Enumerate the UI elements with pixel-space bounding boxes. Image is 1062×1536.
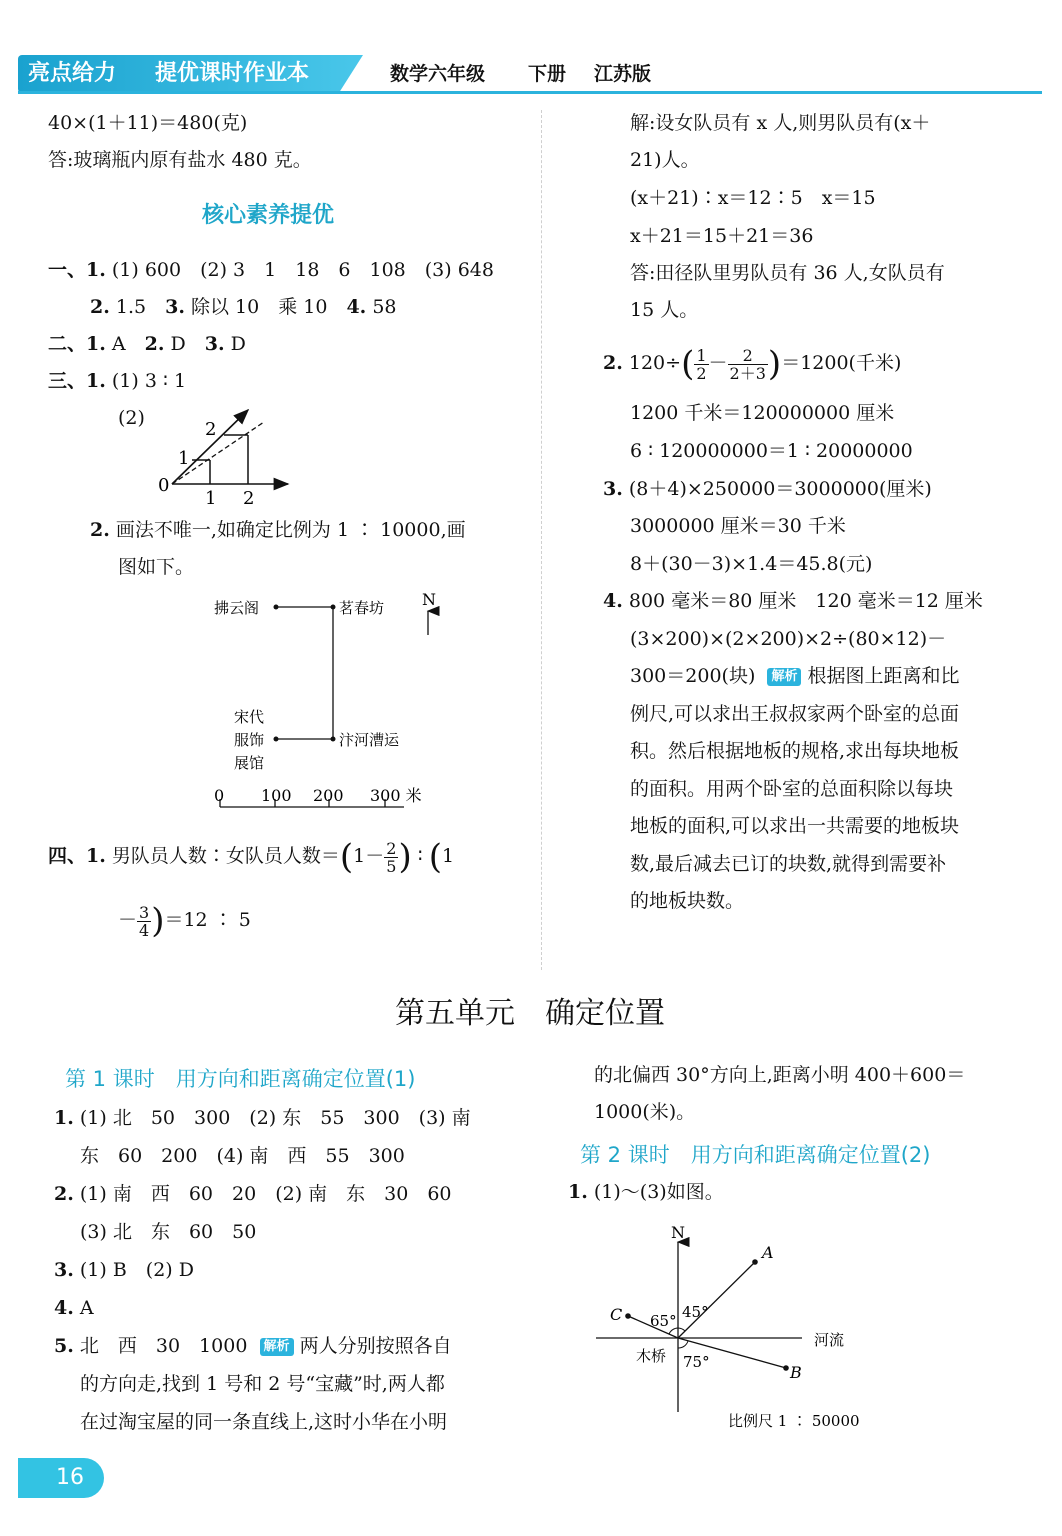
lesson1-q3-text: (1) B (2) D <box>73 1259 194 1281</box>
scale-label-0: 0 <box>214 786 225 805</box>
fraction-3-4 <box>137 904 151 939</box>
right-line-2: 21)人。 <box>630 149 700 171</box>
left-answer: 答:玻璃瓶内原有盐水 480 克。 <box>48 149 312 171</box>
q1b-2-text: 1.5 <box>109 296 166 318</box>
angle-45: 45° <box>682 1303 709 1321</box>
q4-minus: － <box>118 909 138 931</box>
right-q3-l2: 3000000 厘米＝30 千米 <box>630 515 846 537</box>
scale-label: 比例尺 1 ∶ 50000 <box>728 1412 860 1430</box>
right-q4-l7: 地板的面积,可以求出一共需要的地板块 <box>630 815 960 837</box>
right-q2-pre: 120÷ <box>622 352 682 374</box>
frac-den: 4 <box>139 920 150 940</box>
right-q3-l3: 8＋(30－3)×1.4＝45.8(元) <box>630 553 873 575</box>
q1b-4-num: 4. <box>346 296 367 318</box>
lesson1-q4-text: A <box>73 1297 94 1319</box>
q3-row <box>48 371 186 391</box>
lesson1-q4 <box>54 1298 94 1318</box>
frac-den: 5 <box>386 856 397 876</box>
q4-one: 1－ <box>353 845 385 867</box>
q1b-4-text: 58 <box>366 296 397 318</box>
q2-row <box>48 334 246 354</box>
y-label-2: 2 <box>205 419 217 440</box>
q1b-row <box>90 297 397 317</box>
q3-item2-num: 2. <box>90 519 110 541</box>
lesson1-q1 <box>54 1108 471 1128</box>
label-mingchunfang: 茗春坊 <box>339 599 385 617</box>
label-a: A <box>762 1243 774 1262</box>
right-q3-num: 3. <box>603 478 623 500</box>
point-c <box>625 1313 631 1319</box>
right-q4-num: 4. <box>603 590 623 612</box>
fraction-2-5 <box>384 840 398 875</box>
lesson1-q3-num: 3. <box>54 1259 74 1281</box>
lesson1-right-l1: 的北偏西 30°方向上,距离小明 400＋600＝ <box>594 1064 966 1086</box>
lesson1-q2-l2: (3) 北 东 60 50 <box>80 1221 257 1243</box>
lesson1-q2-text: (1) 南 西 60 20 (2) 南 东 30 60 <box>73 1183 452 1205</box>
page-number: 16 <box>56 1465 84 1490</box>
q1b-2-num: 2. <box>90 296 110 318</box>
column-divider <box>541 110 542 970</box>
paren-open: ( <box>339 837 354 877</box>
q3-item2 <box>90 520 466 540</box>
q4-colon: ∶ <box>411 845 429 867</box>
lesson1-right-l2: 1000(米)。 <box>594 1101 696 1123</box>
lesson1-q5-text: 北 西 30 1000 <box>73 1335 248 1357</box>
q1b-3-text: 除以 10 乘 10 <box>184 296 347 318</box>
right-q2-l2: 1200 千米＝120000000 厘米 <box>630 402 895 424</box>
lesson1-q3 <box>54 1260 194 1280</box>
q2-2-num: 2. <box>144 333 165 355</box>
label-museum-2: 服饰 <box>234 731 265 749</box>
scale-label-100: 100 <box>261 786 292 805</box>
angle-75: 75° <box>683 1353 710 1371</box>
scale-label-300: 300 米 <box>370 786 422 805</box>
q3-item2-cont: 图如下。 <box>118 556 195 578</box>
frac-den: 2 <box>696 363 707 383</box>
y-label-1: 1 <box>178 448 190 469</box>
angle-arc-a <box>678 1328 685 1331</box>
q1b-3-num: 3. <box>165 296 185 318</box>
label-c: C <box>610 1305 623 1324</box>
frac-num: 3 <box>139 902 150 922</box>
right-line-6: 15 人。 <box>630 299 699 321</box>
frac-num: 2 <box>728 347 768 365</box>
right-line-1: 解:设女队员有 x 人,则男队员有(x＋ <box>630 112 931 134</box>
lesson2-title: 第 2 课时 用方向和距离确定位置(2) <box>580 1143 931 1167</box>
q1-text: (1) 600 (2) 3 1 18 6 108 (3) 648 <box>111 259 494 281</box>
q3-item2-text: 画法不唯一,如确定比例为 1 ∶ 10000,画 <box>109 519 466 541</box>
right-q2-row <box>603 343 901 383</box>
angle-arc-b <box>678 1341 688 1348</box>
left-line-1: 40×(1＋11)＝480(克) <box>48 112 248 134</box>
lesson1-q2 <box>54 1184 452 1204</box>
right-q4-row <box>603 591 983 611</box>
x-tick-1: 1 <box>205 488 217 509</box>
header-series: 亮点给力 <box>28 61 117 86</box>
point-museum <box>274 737 279 742</box>
right-q2-minus: － <box>708 352 728 374</box>
scale-label-200: 200 <box>313 786 344 805</box>
paren-close: ) <box>767 344 782 384</box>
right-q4-text: 800 毫米＝80 厘米 120 毫米＝12 厘米 <box>622 590 983 612</box>
right-q4-l9: 的地板块数。 <box>630 890 745 912</box>
lesson2-q1-num: 1. <box>568 1181 588 1203</box>
angle-65: 65° <box>650 1312 677 1330</box>
header-underline <box>18 91 1042 94</box>
header-book: 提优课时作业本 <box>155 61 310 86</box>
lesson1-q1-l2: 东 60 200 (4) 南 西 55 300 <box>80 1145 405 1167</box>
fraction-2-5sum <box>728 347 768 382</box>
label-bridge: 木桥 <box>636 1347 667 1365</box>
q4-text: 男队员人数∶女队员人数＝ <box>105 845 340 867</box>
q4-one-2: 1 <box>442 845 455 867</box>
right-q4-l2: (3×200)×(2×200)×2÷(80×12)－ <box>630 628 947 650</box>
q1-row <box>48 260 494 280</box>
label-fuyunge: 拂云阁 <box>214 599 260 617</box>
q3-num: 三、1. <box>48 370 106 392</box>
point-bianhe <box>331 737 336 742</box>
q2-3-num: 3. <box>204 333 225 355</box>
point-mingchunfang <box>331 605 336 610</box>
fraction-1-2 <box>694 347 708 382</box>
right-q4-l8: 数,最后减去已订的块数,就得到需要补 <box>630 853 947 875</box>
lesson1-q5-l3: 在过淘宝屋的同一条直线上,这时小华在小明 <box>80 1411 448 1433</box>
q3-text: (1) 3 ∶ 1 <box>105 370 187 392</box>
right-line-5: 答:田径队里男队员有 36 人,女队员有 <box>630 262 945 284</box>
north-label: N <box>422 590 436 609</box>
q2-num: 二、1. <box>48 333 106 355</box>
right-q4-l4: 例尺,可以求出王叔叔家两个卧室的总面 <box>630 703 960 725</box>
direction-map <box>590 1220 870 1435</box>
frac-num: 1 <box>696 345 707 365</box>
label-b: B <box>790 1363 802 1382</box>
point-a <box>752 1259 758 1265</box>
right-line-3: (x＋21)∶x＝12∶5 x＝15 <box>630 187 876 209</box>
right-q4-l3b: 根据图上距离和比 <box>807 665 960 687</box>
right-q4-l3-row <box>630 666 960 686</box>
unit-title: 第五单元 确定位置 <box>395 996 665 1031</box>
section-title: 核心素养提优 <box>202 203 335 228</box>
q4-tail: ＝12 ∶ 5 <box>164 909 251 931</box>
q3-2-label: (2) <box>118 407 145 429</box>
right-q2-num: 2. <box>603 352 623 374</box>
right-line-4: x＋21＝15＋21＝36 <box>630 225 814 247</box>
lesson1-title: 第 1 课时 用方向和距离确定位置(1) <box>65 1067 416 1091</box>
right-q4-l5: 积。然后根据地板的规格,求出每块地板 <box>630 740 960 762</box>
label-bianhe: 汴河漕运 <box>339 731 400 749</box>
paren-open-2: ( <box>428 837 442 877</box>
analysis-tag: 解析 <box>260 1338 294 1356</box>
lesson1-q5-text2: 两人分别按照各自 <box>299 1335 452 1357</box>
right-q2-l3: 6 ∶ 120000000＝1 ∶ 20000000 <box>630 440 913 462</box>
lesson1-q5-l2: 的方向走,找到 1 号和 2 号“宝藏”时,两人都 <box>80 1373 445 1395</box>
route-map <box>200 585 460 810</box>
lesson1-q1-text: (1) 北 50 300 (2) 东 55 300 (3) 南 <box>73 1107 471 1129</box>
paren-close: ) <box>398 837 412 877</box>
point-b <box>783 1365 789 1371</box>
q2-2-text: D <box>164 333 205 355</box>
origin-label: 0 <box>158 475 170 496</box>
lesson1-q5 <box>54 1336 452 1356</box>
north-label: N <box>671 1223 685 1242</box>
lesson2-q1-text: (1)～(3)如图。 <box>587 1181 724 1203</box>
q4-row-2 <box>118 900 251 940</box>
label-river: 河流 <box>814 1331 845 1349</box>
label-museum-3: 展馆 <box>234 754 265 772</box>
right-q2-post: ＝1200(千米) <box>781 352 902 374</box>
right-q4-l6: 的面积。用两个卧室的总面积除以每块 <box>630 778 954 800</box>
lesson1-q5-num: 5. <box>54 1335 74 1357</box>
paren-open: ( <box>681 344 695 384</box>
q1-num: 一、1. <box>48 259 106 281</box>
analysis-tag: 解析 <box>767 668 801 686</box>
lesson1-q2-num: 2. <box>54 1183 74 1205</box>
q4-num: 四、1. <box>48 845 106 867</box>
frac-num: 2 <box>386 838 397 858</box>
header-edition: 江苏版 <box>594 63 652 85</box>
label-museum-1: 宋代 <box>234 708 265 726</box>
lesson1-q1-num: 1. <box>54 1107 74 1129</box>
header-term: 下册 <box>528 63 567 85</box>
paren-close-2: ) <box>151 901 165 941</box>
x-tick-2: 2 <box>243 488 255 509</box>
lesson1-q4-num: 4. <box>54 1297 74 1319</box>
q2-3-text: D <box>224 333 246 355</box>
ratio-graph <box>150 400 300 510</box>
frac-den: 2＋3 <box>729 363 766 383</box>
q2-text: A <box>105 333 145 355</box>
right-q3-text: (8＋4)×250000＝3000000(厘米) <box>622 478 932 500</box>
right-q4-l3: 300＝200(块) <box>630 665 756 687</box>
right-q3-row <box>603 479 932 499</box>
header-subject: 数学六年级 <box>390 63 486 85</box>
point-fuyunge <box>274 605 279 610</box>
ray-a <box>678 1262 755 1338</box>
q4-row <box>48 836 454 876</box>
lesson2-q1 <box>568 1182 724 1202</box>
